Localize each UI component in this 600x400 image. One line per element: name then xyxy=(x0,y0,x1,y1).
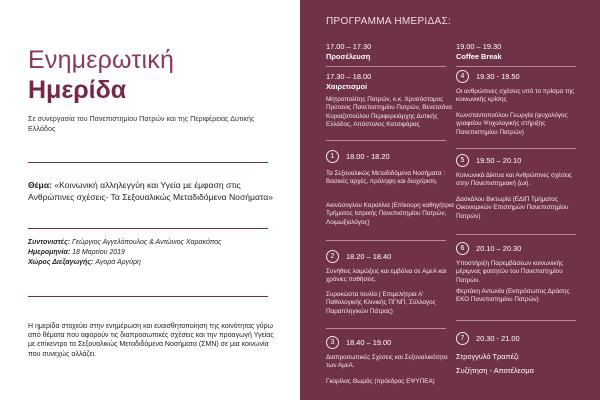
col2-divider-1 xyxy=(456,66,576,67)
coordinators-label: Συντονιστές: xyxy=(28,239,71,246)
session-1-time: 18.00 - 18.20 xyxy=(346,152,390,161)
session-2-speaker: Συροκώστα Ιουλία ( Επιμελήτρια Α' Παθολογικής Κλινικής ΠΓΝΠ, Σύλλογος Παραπληγικών Πάτρας) xyxy=(326,291,436,315)
session-6-time: 20.10 – 20.30 xyxy=(476,244,522,253)
greetings-text: Μητροπολίτης Πατρών, κ.κ. Χρυσόστομος Πρύτανις Πανεπιστημίου Πατρών, Βενετσάνα Κυριαζοπούλου Περιφερειάρχης Δυτικής Ελλάδος, Απόστολος Κατσιφάρας xyxy=(326,96,452,129)
session-1-title: Τα Σεξουαλικώς Μεταδιδόμενα Νοσήματα : Βασικές αρχές, πρόληψη και διαχείριση. xyxy=(326,170,446,186)
session-1-speaker: Ακινόσογλου Καρολίνα (Επίκουρη καθηγήτρια Τμήματος Ιατρικής Πανεπιστημίου Πατρών, Λοιμωξιολόγος) xyxy=(326,202,454,226)
title-line-1: Ενημερωτική xyxy=(28,46,175,74)
col2-divider-3 xyxy=(456,234,576,235)
divider-2 xyxy=(28,228,268,229)
col2-divider-4 xyxy=(456,320,576,321)
arrival-time: 17.00 – 17.30 xyxy=(326,42,372,51)
program-panel xyxy=(300,0,600,400)
venue-line xyxy=(28,258,280,268)
greetings-time: 17.30 – 18.00 xyxy=(326,72,372,81)
session-4-speaker: Κωνσταντοπούλου Γεωργία (ψυχολόγος γραφείου Ψυχολογικής στήριξης Πανεπιστημίου Πατρών) xyxy=(456,112,568,136)
session-6-speaker: Φερτάκη Αντωνία (Εκπρόσωπος Δράσης ΕΚΟ Πανεπιστημίου Πατρών) xyxy=(456,288,570,304)
session-6-title: Υποστήριξη Παρεμβάσεων κοινωνικής μέριμνας φοιτητών του Πανεπιστημίου Πατρών. xyxy=(456,260,564,284)
venue-value: Αγορά Αργύρη xyxy=(95,259,141,266)
col1-divider-2 xyxy=(326,140,446,141)
arrival-title: Προσέλευση xyxy=(326,52,371,61)
round-table-title: Στρογγυλό Τραπέζι xyxy=(456,352,519,361)
greetings-title: Χαιρετισμοί xyxy=(326,82,368,91)
session-7-time: 20.30 - 21.00 xyxy=(476,334,520,343)
session-4-badge: 4 xyxy=(456,70,469,83)
session-5-time: 19.50 – 20.10 xyxy=(476,156,522,165)
session-2-badge: 2 xyxy=(326,250,339,263)
date-value: 18 Μαρτίου 2019 xyxy=(72,249,125,256)
session-7-badge: 7 xyxy=(456,332,469,345)
session-5-speaker: Δασκάλου Βικτωρία (ΕΔΙΠ Τμήματος Οικονομικών Επιστημών Πανεπιστημίου Πατρών) xyxy=(456,196,569,220)
round-table-sub: Συζήτηση - Αποτέλεσμα xyxy=(456,366,534,375)
date-line xyxy=(28,248,280,258)
session-3-badge: 3 xyxy=(326,336,339,349)
coffee-title: Coffee Break xyxy=(456,52,502,61)
divider-1 xyxy=(28,162,268,163)
coffee-time: 19.00 – 19.30 xyxy=(456,42,502,51)
session-6-badge: 6 xyxy=(456,242,469,255)
session-3-speaker: Γκορίλας Θωμάς (πρόεδρος ΕΨΥΠΕΑ) xyxy=(326,378,435,385)
session-3-title: Διαπροσωπικές Σχέσεις και Σεξουαλικότητα των ΑμεΑ. xyxy=(326,354,448,370)
program-title: ΠΡΟΓΡΑΜΜΑ ΗΜΕΡΙΔΑΣ: xyxy=(326,16,452,27)
col1-divider-4 xyxy=(326,328,446,329)
subtitle: Σε συνεργασία του Πανεπιστημίου Πατρών και της Περιφέρειας Δυτικής Ελλάδος xyxy=(28,114,255,133)
session-5-title: Κοινωνικά Δίκτυα και Ανθρώπινες σχέσεις στην Πανεπιστημιακή ζωή. xyxy=(456,172,573,188)
theme-block xyxy=(28,180,280,203)
theme-label: Θέμα: xyxy=(28,180,52,190)
session-4-time: 19.30 - 19.50 xyxy=(476,72,520,81)
coordinators-line xyxy=(28,238,280,248)
title-line-2: Ημερίδα xyxy=(28,76,127,104)
session-2-time: 18.20 – 18.40 xyxy=(346,252,392,261)
coordinators-value: Γεώργιος Αγγελόπουλος & Αντώνιος Χαρακόπος xyxy=(72,239,222,246)
divider-3 xyxy=(28,296,268,297)
col1-divider-1 xyxy=(326,66,446,67)
date-label: Ημερομηνία: xyxy=(28,249,71,256)
theme-text: «Κοινωνική αλληλεγγύη και Υγεία με έμφαση στις Ανθρώπινες σχέσεις- Τα Σεξουαλικώς Μεταδιδόμενα Νοσήματα» xyxy=(28,180,273,202)
col2-divider-2 xyxy=(456,148,576,149)
description: Η ημερίδα στοχεύει στην ενημέρωση και ευαισθητοποίηση της κοινότητας γύρω από θέματα που αφορούν τις διαπροσωπικές σχέσεις και την προαγωγή Υγείας με επίκεντρο τα Σεξουαλικώς Μεταδιδόμενα Νοσήματα (ΣΜΝ) σε μια κοινωνία που συνεχώς αλλάζει. xyxy=(28,323,274,358)
venue-label: Χώρος Διεξαγωγής: xyxy=(28,259,94,266)
session-3-time: 18.40 – 19.00 xyxy=(346,338,392,347)
session-1-badge: 1 xyxy=(326,150,339,163)
col1-divider-3 xyxy=(326,240,446,241)
session-4-title: Οι ανθρώπινες σχέσεις υπό το πρίσμα της κοινωνικής κρίσης xyxy=(456,88,575,104)
session-2-title: Συνήθεις λοιμώξεις και εμβόλια σε ΑμεΑ και χρόνιες παθήσεις. xyxy=(326,268,447,284)
session-5-badge: 5 xyxy=(456,154,469,167)
